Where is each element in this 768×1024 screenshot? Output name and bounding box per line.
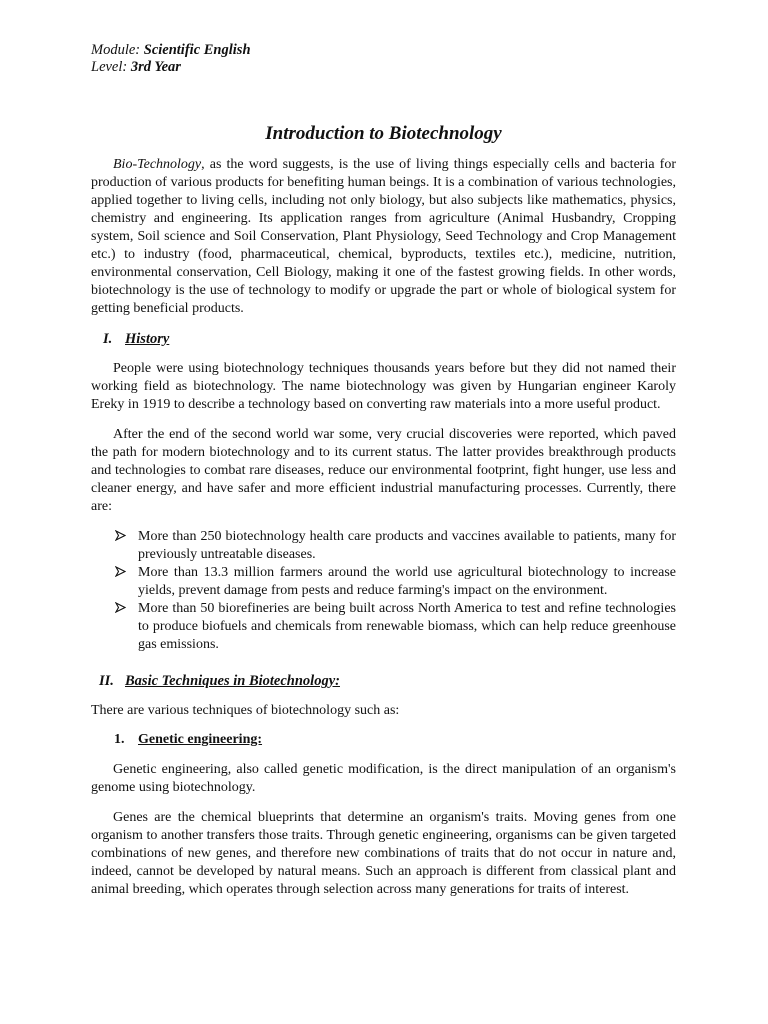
section-number: II. — [99, 673, 114, 689]
list-item — [91, 600, 676, 654]
bullet-list — [91, 528, 676, 654]
document-title: Introduction to Biotechnology — [265, 123, 502, 144]
section-number: I. — [103, 331, 113, 347]
section-heading-history — [91, 330, 676, 348]
genetic-paragraph-2: Genes are the chemical blueprints that determine an organism's traits. Moving genes from one organism to another transfers those traits. Through genetic engineering, organisms can be given targeted combinations of new genes, and therefore new combinations of traits that do not occur in nature and, indeed, cannot be developed by natural means. Such an approach is different from classical plant and animal breeding, which operates through selection across many generations for traits of interest. — [91, 810, 676, 897]
module-line — [91, 42, 676, 59]
intro-term: Bio-Technology — [113, 157, 202, 172]
arrow-bullet-icon — [91, 600, 138, 618]
module-label: Module: — [91, 42, 141, 58]
history-paragraph-1: People were using biotechnology techniques thousands years before but they did not named their working field as biotechnology. The name biotechnology was given by Hungarian engineer Karoly Ereky in 1919 to describe a technology based on converting raw materials into a more useful product. — [91, 361, 676, 412]
list-item — [91, 564, 676, 600]
history-paragraph-2: After the end of the second world war some, very crucial discoveries were reported, which paved the path for modern biotechnology and to its current status. The latter provides breakthrough products and technologies to combat rare diseases, reduce our environmental footprint, fight hunger, use less and cleaner energy, and have safer and more efficient industrial manufacturing processes. Currently, there are: — [91, 427, 676, 514]
level-line — [91, 59, 676, 76]
techniques-lead: There are various techniques of biotechnology such as: — [91, 703, 400, 718]
bullet-text: More than 50 biorefineries are being built across North America to test and refine technologies to produce biofuels and chemicals from renewable biomass, which can help reduce greenhouse gas emissions. — [138, 601, 676, 652]
document-page — [91, 42, 676, 899]
list-item — [91, 528, 676, 564]
bullet-text: More than 250 biotechnology health care products and vaccines available to patients, many for previously untreatable diseases. — [138, 529, 676, 562]
bullet-text: More than 13.3 million farmers around the world use agricultural biotechnology to increase yields, prevent damage from pests and reduce farming's impact on the environment. — [138, 565, 676, 598]
intro-paragraph — [91, 156, 676, 318]
section-title: Basic Techniques in Biotechnology: — [125, 673, 340, 689]
section-title: History — [125, 331, 170, 347]
level-label: Level: — [91, 59, 128, 75]
subsection-title: Genetic engineering: — [138, 732, 263, 747]
section-heading-techniques — [91, 672, 676, 690]
intro-text: , as the word suggests, is the use of living things especially cells and bacteria for production of various products for benefiting human beings. It is a combination of various technologies, applied together to living cells, including not only biology, but also subjects like mathematics, physics, chemistry and engineering. Its application ranges from agriculture (Animal Husbandry, Cropping system, Soil science and Soil Conservation, Plant Physiology, Seed Technology and Crop Management etc.) to industry (food, pharmaceutical, chemical, byproducts, textiles etc.), medicine, nutrition, environmental conservation, Cell Biology, making it one of the fastest growing fields. In other words, biotechnology is the use of technology to modify or upgrade the part or whole of biological system for getting beneficial products. — [91, 157, 676, 316]
genetic-paragraph-1: Genetic engineering, also called genetic modification, is the direct manipulation of an organism's genome using biotechnology. — [91, 762, 676, 795]
arrow-bullet-icon — [91, 564, 138, 582]
module-value: Scientific English — [143, 42, 251, 58]
subsection-number: 1. — [114, 732, 125, 747]
subsection-heading-genetic-engineering — [91, 731, 676, 749]
document-header — [91, 42, 676, 76]
arrow-bullet-icon — [91, 528, 138, 546]
level-value: 3rd Year — [130, 59, 181, 75]
